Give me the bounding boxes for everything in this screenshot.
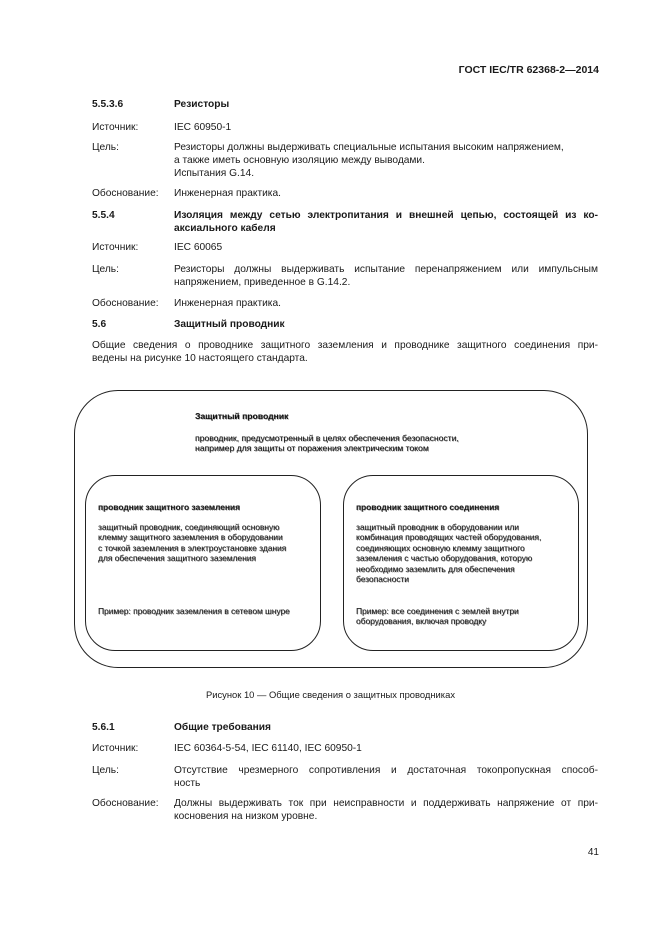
goal-text xyxy=(174,263,598,289)
text-line: для обеспечения защитного заземления xyxy=(98,553,256,564)
text-line: соединяющих основную клемму защитного xyxy=(356,542,525,553)
basis-value: Инженерная практика. xyxy=(174,298,281,309)
text-line: необходимо заземлить для обеспечения xyxy=(356,563,515,574)
text-line: аксиального кабеля xyxy=(174,223,276,234)
source-value: IEC 60364-5-54, IEC 61140, IEC 60950-1 xyxy=(174,743,362,754)
section-title: Общие требования xyxy=(174,722,271,733)
text-line: защитный проводник, соединяющий основную xyxy=(98,522,280,532)
text-line: напряжением, приведенное в G.14.2. xyxy=(174,277,351,288)
body-paragraph xyxy=(92,339,598,365)
text-line: например для защиты от поражения электрическим током xyxy=(195,443,429,454)
text-line: Резисторы должны выдерживать испытание перенапряжением или импульсным xyxy=(174,264,598,275)
section-number: 5.5.3.6 xyxy=(92,99,124,110)
figure-left-desc xyxy=(98,522,312,564)
goal-label: Цель: xyxy=(92,765,119,776)
section-number: 5.6.1 xyxy=(92,722,115,733)
section-title: Защитный проводник xyxy=(174,319,285,330)
figure-left-box xyxy=(85,475,321,651)
text-line: заземления с частью оборудования, которую xyxy=(356,553,533,564)
figure-caption: Рисунок 10 — Общие сведения о защитных проводниках xyxy=(205,689,456,700)
figure-outer-title: Защитный проводник xyxy=(195,411,289,421)
figure-right-desc xyxy=(356,522,570,584)
text-line: комбинация проводящих частей оборудования, xyxy=(356,532,542,543)
section-number: 5.5.4 xyxy=(92,210,115,221)
text-line: Изоляция между сетью электропитания и внешней цепью, состоящей из ко- xyxy=(174,210,598,221)
source-value: IEC 60065 xyxy=(174,242,223,253)
text-line: оборудования, включая проводку xyxy=(356,616,487,627)
section-number: 5.6 xyxy=(92,319,107,330)
basis-text xyxy=(174,797,598,823)
text-line: с точкой заземления в электроустановке здания xyxy=(98,542,287,553)
goal-label: Цель: xyxy=(92,264,119,275)
text-line: безопасности xyxy=(356,574,409,585)
source-label: Источник: xyxy=(92,743,139,754)
section-title: Резисторы xyxy=(174,99,230,110)
text-line: ведены на рисунке 10 настоящего стандарта. xyxy=(92,353,308,364)
basis-label: Обоснование: xyxy=(92,188,159,199)
source-label: Источник: xyxy=(92,242,139,253)
figure-right-example xyxy=(356,606,570,627)
goal-text xyxy=(174,141,598,180)
text-line: Пример: все соединения с землей внутри xyxy=(356,606,519,616)
text-line: косновения на низком уровне. xyxy=(174,811,318,822)
basis-label: Обоснование: xyxy=(92,298,159,309)
text-line: Резисторы должны выдерживать специальные испытания высоким напряжением, xyxy=(174,142,564,153)
document-header: ГОСТ IEC/TR 62368-2—2014 xyxy=(458,64,599,76)
goal-text xyxy=(174,764,598,790)
text-line: а также иметь основную изоляцию между выводами. xyxy=(174,155,425,166)
goal-label: Цель: xyxy=(92,142,119,153)
figure-left-title: проводник защитного заземления xyxy=(98,502,240,512)
text-line: Общие сведения о проводнике защитного заземления и проводнике защитного соединения при- xyxy=(92,340,598,351)
text-line: Отсутствие чрезмерного сопротивления и достаточная токопропускная способ- xyxy=(174,765,598,776)
text-line: ность xyxy=(174,778,201,789)
figure-outer-desc xyxy=(195,433,459,453)
figure-left-example: Пример: проводник заземления в сетевом шнуре xyxy=(98,606,290,616)
basis-label: Обоснование: xyxy=(92,798,159,809)
text-line: защитный проводник в оборудовании или xyxy=(356,522,519,532)
figure-right-title: проводник защитного соединения xyxy=(356,502,500,512)
section-title xyxy=(174,209,598,235)
figure-outer-box xyxy=(74,390,588,668)
text-line: Должны выдерживать ток при неисправности и поддерживать напряжение от при- xyxy=(174,798,598,809)
basis-value: Инженерная практика. xyxy=(174,188,281,199)
source-label: Источник: xyxy=(92,122,139,133)
page-number: 41 xyxy=(587,847,599,858)
text-line: Испытания G.14. xyxy=(174,168,255,179)
source-value: IEC 60950-1 xyxy=(174,122,232,133)
text-line: проводник, предусмотренный в целях обеспечения безопасности, xyxy=(195,433,459,443)
figure-right-box xyxy=(343,475,579,651)
text-line: клемму защитного заземления в оборудовании xyxy=(98,532,283,543)
